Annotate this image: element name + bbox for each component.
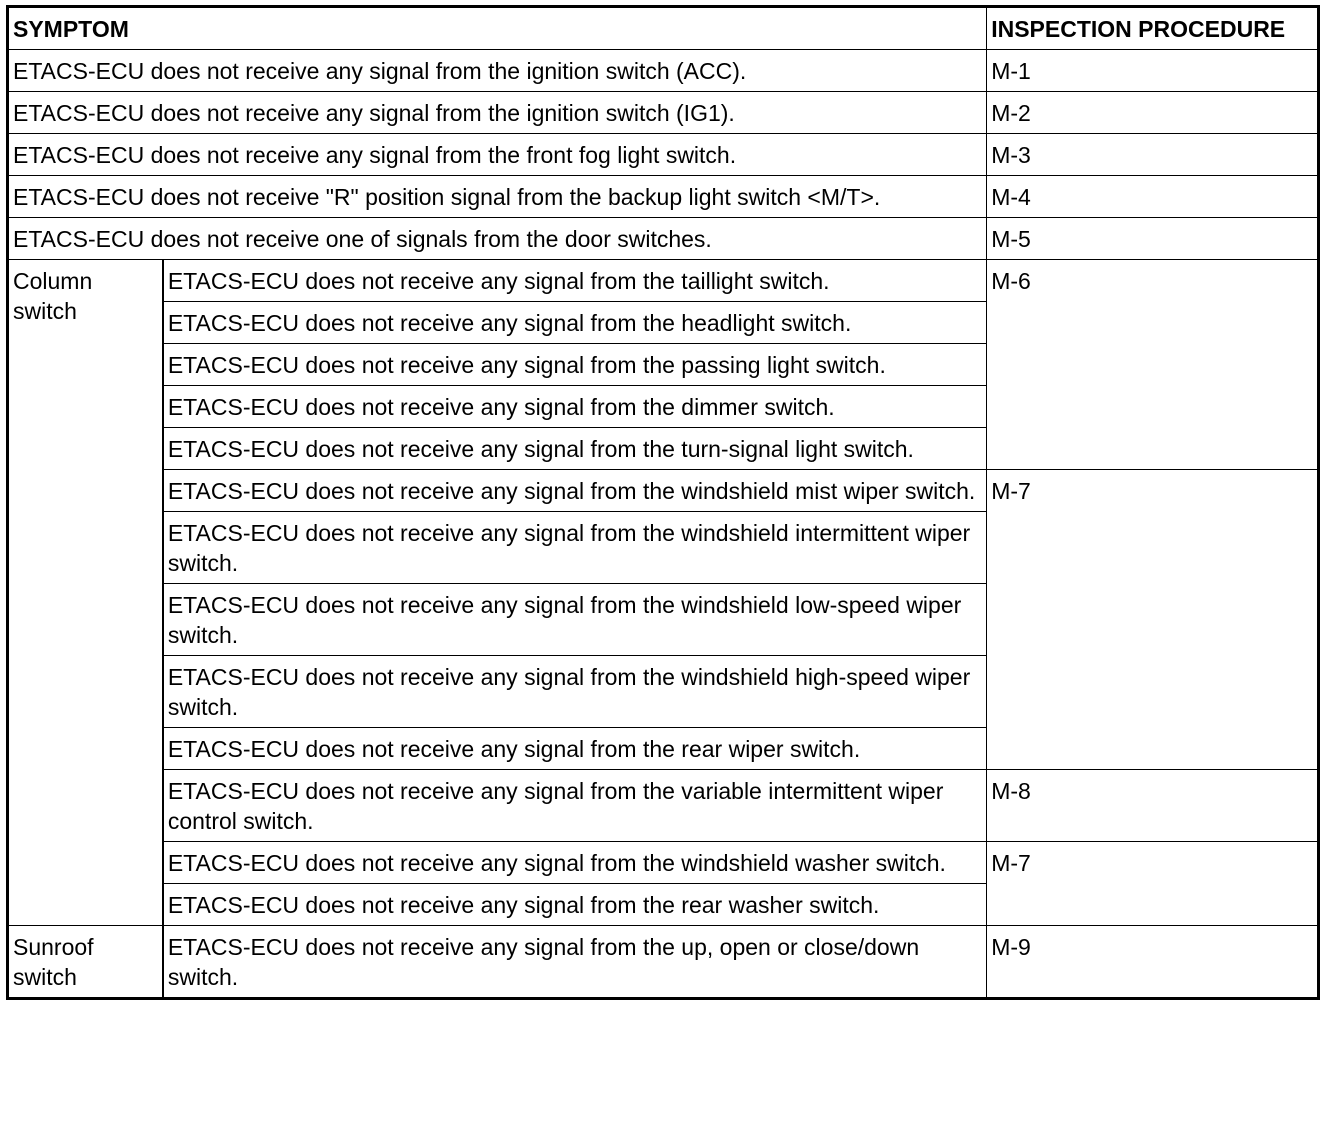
table-row (8, 470, 1319, 512)
table-row (8, 842, 1319, 884)
symptom-cell: ETACS-ECU does not receive any signal from the taillight switch. (163, 260, 987, 302)
table-row (8, 770, 1319, 842)
table-row (8, 50, 1319, 92)
group-label-column-switch: Column switch (8, 260, 163, 926)
symptom-cell: ETACS-ECU does not receive any signal from the ignition switch (IG1). (8, 92, 987, 134)
symptom-cell: ETACS-ECU does not receive any signal from the windshield intermittent wiper switch. (163, 512, 987, 584)
header-row (8, 7, 1319, 50)
table-row (8, 260, 1319, 302)
procedure-cell: M-5 (987, 218, 1319, 260)
symptom-table (6, 5, 1320, 1000)
header-symptom: SYMPTOM (8, 7, 987, 50)
symptom-cell: ETACS-ECU does not receive any signal from the rear washer switch. (163, 884, 987, 926)
table-row (8, 176, 1319, 218)
header-inspection-procedure: INSPECTION PROCEDURE (987, 7, 1319, 50)
procedure-cell: M-1 (987, 50, 1319, 92)
symptom-cell: ETACS-ECU does not receive any signal from the ignition switch (ACC). (8, 50, 987, 92)
procedure-cell: M-4 (987, 176, 1319, 218)
symptom-cell: ETACS-ECU does not receive "R" position signal from the backup light switch <M/T>. (8, 176, 987, 218)
procedure-cell: M-9 (987, 926, 1319, 999)
procedure-cell: M-6 (987, 260, 1319, 470)
symptom-cell: ETACS-ECU does not receive any signal from the dimmer switch. (163, 386, 987, 428)
symptom-cell: ETACS-ECU does not receive any signal from the passing light switch. (163, 344, 987, 386)
table-row (8, 218, 1319, 260)
symptom-cell: ETACS-ECU does not receive any signal from the windshield high-speed wiper switch. (163, 656, 987, 728)
symptom-cell: ETACS-ECU does not receive one of signals from the door switches. (8, 218, 987, 260)
procedure-cell: M-2 (987, 92, 1319, 134)
symptom-cell: ETACS-ECU does not receive any signal from the up, open or close/down switch. (163, 926, 987, 999)
table-row (8, 92, 1319, 134)
symptom-cell: ETACS-ECU does not receive any signal from the windshield low-speed wiper switch. (163, 584, 987, 656)
symptom-cell: ETACS-ECU does not receive any signal from the variable intermittent wiper control switch. (163, 770, 987, 842)
symptom-cell: ETACS-ECU does not receive any signal from the headlight switch. (163, 302, 987, 344)
procedure-cell: M-7 (987, 842, 1319, 926)
procedure-cell: M-3 (987, 134, 1319, 176)
symptom-cell: ETACS-ECU does not receive any signal from the windshield mist wiper switch. (163, 470, 987, 512)
symptom-cell: ETACS-ECU does not receive any signal from the front fog light switch. (8, 134, 987, 176)
procedure-cell: M-8 (987, 770, 1319, 842)
symptom-cell: ETACS-ECU does not receive any signal from the turn-signal light switch. (163, 428, 987, 470)
table-row (8, 134, 1319, 176)
symptom-cell: ETACS-ECU does not receive any signal from the windshield washer switch. (163, 842, 987, 884)
procedure-cell: M-7 (987, 470, 1319, 770)
group-label-sunroof-switch: Sunroof switch (8, 926, 163, 999)
symptom-cell: ETACS-ECU does not receive any signal from the rear wiper switch. (163, 728, 987, 770)
table-row (8, 926, 1319, 999)
